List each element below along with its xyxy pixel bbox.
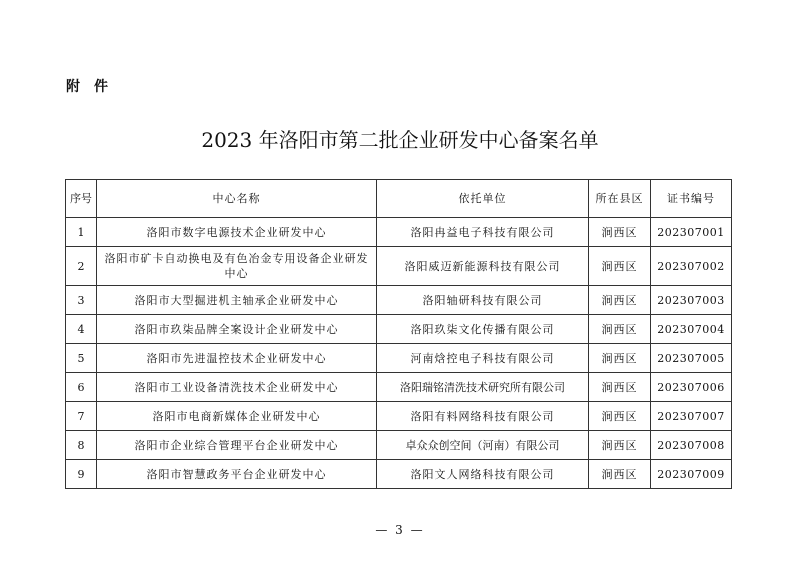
row-organization: 洛阳威迈新能源科技有限公司 — [377, 247, 589, 286]
row-seq: 9 — [66, 460, 97, 489]
row-seq: 5 — [66, 344, 97, 373]
row-seq: 1 — [66, 218, 97, 247]
row-certificate: 202307004 — [651, 315, 732, 344]
row-certificate: 202307005 — [651, 344, 732, 373]
page-number: — 3 — — [375, 523, 425, 537]
row-organization: 洛阳瑞铭清洗技术研究所有限公司 — [377, 373, 589, 402]
table-row — [66, 431, 732, 460]
row-certificate: 202307009 — [651, 460, 732, 489]
title-year: 2023 — [201, 128, 253, 152]
row-organization: 洛阳冉益电子科技有限公司 — [377, 218, 589, 247]
header-center-name: 中心名称 — [97, 180, 377, 218]
table-row — [66, 344, 732, 373]
table-row — [66, 218, 732, 247]
row-center-name: 洛阳市电商新媒体企业研发中心 — [97, 402, 377, 431]
table-header-row — [66, 180, 732, 218]
table-row — [66, 247, 732, 286]
attachment-label: 附件 — [66, 79, 122, 95]
table-row — [66, 286, 732, 315]
table-row — [66, 373, 732, 402]
header-county: 所在县区 — [589, 180, 651, 218]
row-certificate: 202307002 — [651, 247, 732, 286]
row-center-name: 洛阳市矿卡自动换电及有色冶金专用设备企业研发中心 — [97, 247, 377, 286]
row-certificate: 202307003 — [651, 286, 732, 315]
row-county: 涧西区 — [589, 373, 651, 402]
table-row — [66, 315, 732, 344]
table-row — [66, 402, 732, 431]
title-text: 年洛阳市第二批企业研发中心备案名单 — [258, 128, 599, 152]
header-certificate: 证书编号 — [651, 180, 732, 218]
header-seq: 序号 — [66, 180, 97, 218]
row-certificate: 202307007 — [651, 402, 732, 431]
row-organization: 卓众众创空间（河南）有限公司 — [377, 431, 589, 460]
row-center-name: 洛阳市玖柒品牌全案设计企业研发中心 — [97, 315, 377, 344]
row-county: 涧西区 — [589, 315, 651, 344]
row-seq: 3 — [66, 286, 97, 315]
document-title — [0, 128, 800, 152]
row-county: 涧西区 — [589, 247, 651, 286]
row-county: 涧西区 — [589, 460, 651, 489]
row-center-name: 洛阳市大型掘进机主轴承企业研发中心 — [97, 286, 377, 315]
row-organization: 河南焓控电子科技有限公司 — [377, 344, 589, 373]
row-seq: 2 — [66, 247, 97, 286]
row-organization: 洛阳玖柒文化传播有限公司 — [377, 315, 589, 344]
row-center-name: 洛阳市企业综合管理平台企业研发中心 — [97, 431, 377, 460]
row-certificate: 202307008 — [651, 431, 732, 460]
table-row — [66, 460, 732, 489]
row-county: 涧西区 — [589, 218, 651, 247]
row-county: 涧西区 — [589, 431, 651, 460]
row-seq: 6 — [66, 373, 97, 402]
row-county: 涧西区 — [589, 344, 651, 373]
row-center-name: 洛阳市先进温控技术企业研发中心 — [97, 344, 377, 373]
row-center-name: 洛阳市数字电源技术企业研发中心 — [97, 218, 377, 247]
row-organization: 洛阳轴研科技有限公司 — [377, 286, 589, 315]
row-certificate: 202307001 — [651, 218, 732, 247]
row-county: 涧西区 — [589, 402, 651, 431]
row-seq: 8 — [66, 431, 97, 460]
row-certificate: 202307006 — [651, 373, 732, 402]
row-organization: 洛阳文人网络科技有限公司 — [377, 460, 589, 489]
row-county: 涧西区 — [589, 286, 651, 315]
header-organization: 依托单位 — [377, 180, 589, 218]
row-center-name: 洛阳市工业设备清洗技术企业研发中心 — [97, 373, 377, 402]
row-seq: 4 — [66, 315, 97, 344]
row-organization: 洛阳有料网络科技有限公司 — [377, 402, 589, 431]
row-seq: 7 — [66, 402, 97, 431]
row-center-name: 洛阳市智慧政务平台企业研发中心 — [97, 460, 377, 489]
registry-table — [65, 179, 732, 489]
